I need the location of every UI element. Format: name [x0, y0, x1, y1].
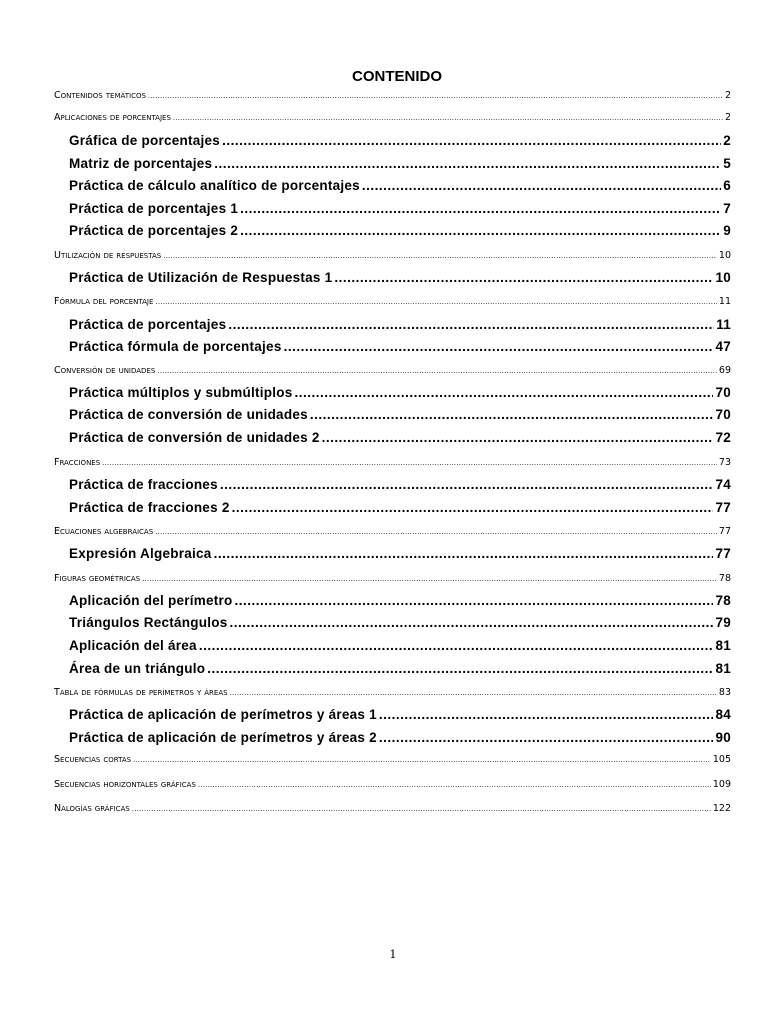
toc-entry-page: 2 — [724, 90, 731, 101]
toc-section-entry[interactable] — [54, 365, 731, 379]
toc-subsection-entry[interactable] — [69, 707, 731, 727]
toc-dot-leader — [142, 575, 717, 583]
toc-entry-page: 10 — [718, 250, 731, 261]
toc-section-entry[interactable] — [54, 112, 731, 126]
toc-entry-label: Práctica fórmula de porcentajes — [69, 339, 282, 354]
toc-entry-page: 78 — [718, 573, 731, 584]
toc-entry-label: Ecuaciones algebraicas — [54, 526, 154, 537]
toc-entry-label: Práctica de fracciones 2 — [69, 500, 230, 515]
toc-subsection-entry[interactable] — [69, 593, 731, 613]
toc-subsection-entry[interactable] — [69, 201, 731, 221]
toc-entry-label: Práctica de fracciones — [69, 477, 218, 492]
toc-dot-leader — [220, 477, 714, 492]
toc-dot-leader — [228, 317, 714, 332]
toc-dot-leader — [199, 638, 714, 653]
toc-subsection-entry[interactable] — [69, 133, 731, 153]
toc-subsection-entry[interactable] — [69, 178, 731, 198]
toc-entry-page: 9 — [723, 223, 731, 238]
toc-dot-leader — [240, 223, 721, 238]
toc-entry-page: 10 — [715, 270, 731, 285]
toc-entry-label: Fracciones — [54, 457, 101, 468]
toc-entry-label: Práctica de cálculo analítico de porcentajes — [69, 178, 360, 193]
toc-section-entry[interactable] — [54, 779, 731, 793]
toc-entry-page: 11 — [718, 296, 731, 307]
toc-dot-leader — [207, 661, 713, 676]
toc-dot-leader — [235, 593, 714, 608]
toc-entry-label: Práctica de porcentajes 2 — [69, 223, 239, 238]
toc-subsection-entry[interactable] — [69, 317, 731, 337]
toc-subsection-entry[interactable] — [69, 430, 731, 450]
toc-entry-page: 77 — [718, 526, 731, 537]
toc-section-entry[interactable] — [54, 296, 731, 310]
toc-dot-leader — [379, 730, 714, 745]
toc-entry-label: Práctica de aplicación de perímetros y áreas 2 — [69, 730, 377, 745]
toc-subsection-entry[interactable] — [69, 270, 731, 290]
toc-section-entry[interactable] — [54, 803, 731, 817]
toc-entry-page: 2 — [724, 112, 731, 123]
toc-entry-page: 81 — [715, 638, 731, 653]
toc-subsection-entry[interactable] — [69, 500, 731, 520]
toc-entry-page: 6 — [723, 178, 731, 193]
toc-entry-label: Práctica de conversión de unidades 2 — [69, 430, 320, 445]
toc-dot-leader — [133, 756, 711, 764]
toc-entry-page: 90 — [715, 730, 731, 745]
toc-entry-label: Práctica de conversión de unidades — [69, 407, 308, 422]
toc-entry-page: 109 — [712, 779, 731, 790]
toc-entry-label: Secuencias cortas — [54, 754, 132, 765]
page-number: 1 — [389, 948, 397, 961]
toc-entry-label: Utilización de respuestas — [54, 250, 162, 261]
toc-section-entry[interactable] — [54, 526, 731, 540]
toc-entry-label: Figuras geométricas — [54, 573, 141, 584]
toc-dot-leader — [322, 430, 714, 445]
toc-entry-label: Expresión Algebraica — [69, 546, 212, 561]
toc-dot-leader — [214, 546, 714, 561]
toc-section-entry[interactable] — [54, 457, 731, 471]
toc-dot-leader — [222, 133, 721, 148]
toc-dot-leader — [284, 339, 714, 354]
toc-entry-label: Triángulos Rectángulos — [69, 615, 228, 630]
toc-entry-page: 70 — [715, 385, 731, 400]
toc-entry-page: 69 — [718, 365, 731, 376]
toc-entry-label: Aplicaciones de porcentajes — [54, 112, 171, 123]
toc-entry-page: 11 — [716, 317, 731, 332]
toc-subsection-entry[interactable] — [69, 546, 731, 566]
toc-entry-page: 5 — [723, 156, 731, 171]
toc-entry-page: 2 — [723, 133, 731, 148]
toc-entry-label: Conversión de unidades — [54, 365, 156, 376]
toc-entry-label: Aplicación del perímetro — [69, 593, 233, 608]
toc-section-entry[interactable] — [54, 573, 731, 587]
toc-entry-label: Contenidos temáticos — [54, 90, 146, 101]
toc-entry-page: 77 — [715, 546, 731, 561]
toc-dot-leader — [173, 114, 723, 122]
toc-entry-page: 7 — [723, 201, 731, 216]
toc-dot-leader — [230, 615, 714, 630]
toc-dot-leader — [379, 707, 714, 722]
toc-entry-page: 122 — [712, 803, 731, 814]
toc-entry-label: Práctica de porcentajes 1 — [69, 201, 239, 216]
toc-entry-page: 72 — [715, 430, 731, 445]
toc-dot-leader — [148, 92, 723, 100]
toc-entry-page: 77 — [715, 500, 731, 515]
toc-dot-leader — [232, 500, 714, 515]
toc-entry-page: 79 — [715, 615, 731, 630]
toc-dot-leader — [230, 689, 717, 697]
toc-subsection-entry[interactable] — [69, 638, 731, 658]
toc-entry-page: 78 — [715, 593, 731, 608]
toc-subsection-entry[interactable] — [69, 223, 731, 243]
toc-entry-page: 47 — [715, 339, 731, 354]
toc-subsection-entry[interactable] — [69, 339, 731, 359]
toc-subsection-entry[interactable] — [69, 156, 731, 176]
toc-entry-label: Fórmula del porcentaje — [54, 296, 154, 307]
toc-section-entry[interactable] — [54, 250, 731, 264]
toc-dot-leader — [295, 385, 714, 400]
toc-entry-page: 81 — [715, 661, 731, 676]
toc-dot-leader — [310, 407, 714, 422]
toc-entry-page: 105 — [712, 754, 731, 765]
toc-subsection-entry[interactable] — [69, 730, 731, 750]
toc-dot-leader — [157, 367, 717, 375]
toc-entry-page: 84 — [715, 707, 731, 722]
toc-dot-leader — [132, 805, 711, 813]
toc-entry-label: Práctica de Utilización de Respuestas 1 — [69, 270, 333, 285]
toc-entry-label: Matriz de porcentajes — [69, 156, 213, 171]
toc-dot-leader — [155, 298, 716, 306]
toc-subsection-entry[interactable] — [69, 385, 731, 405]
page-title: CONTENIDO — [352, 68, 442, 85]
toc-entry-label: Tabla de fórmulas de perímetros y áreas — [54, 687, 228, 698]
toc-dot-leader — [214, 156, 721, 171]
toc-entry-label: Práctica de aplicación de perímetros y áreas 1 — [69, 707, 377, 722]
toc-subsection-entry[interactable] — [69, 407, 731, 427]
toc-dot-leader — [102, 459, 717, 467]
toc-entry-label: Aplicación del área — [69, 638, 197, 653]
toc-section-entry[interactable] — [54, 687, 731, 701]
toc-subsection-entry[interactable] — [69, 615, 731, 635]
toc-section-entry[interactable] — [54, 90, 731, 104]
toc-subsection-entry[interactable] — [69, 661, 731, 681]
toc-entry-label: Práctica múltiplos y submúltiplos — [69, 385, 293, 400]
toc-dot-leader — [198, 781, 711, 789]
toc-entry-page: 70 — [715, 407, 731, 422]
toc-entry-label: Gráfica de porcentajes — [69, 133, 221, 148]
toc-entry-page: 73 — [718, 457, 731, 468]
toc-section-entry[interactable] — [54, 754, 731, 768]
toc-entry-page: 83 — [718, 687, 731, 698]
toc-dot-leader — [362, 178, 721, 193]
toc-dot-leader — [163, 252, 717, 260]
toc-dot-leader — [240, 201, 721, 216]
toc-entry-label: Secuencias horizontales gráficas — [54, 779, 196, 790]
toc-entry-label: Nalogías gráficas — [54, 803, 130, 814]
toc-dot-leader — [334, 270, 713, 285]
toc-entry-page: 74 — [715, 477, 731, 492]
toc-subsection-entry[interactable] — [69, 477, 731, 497]
toc-entry-label: Área de un triángulo — [69, 661, 206, 676]
toc-entry-label: Práctica de porcentajes — [69, 317, 227, 332]
toc-dot-leader — [155, 528, 717, 536]
